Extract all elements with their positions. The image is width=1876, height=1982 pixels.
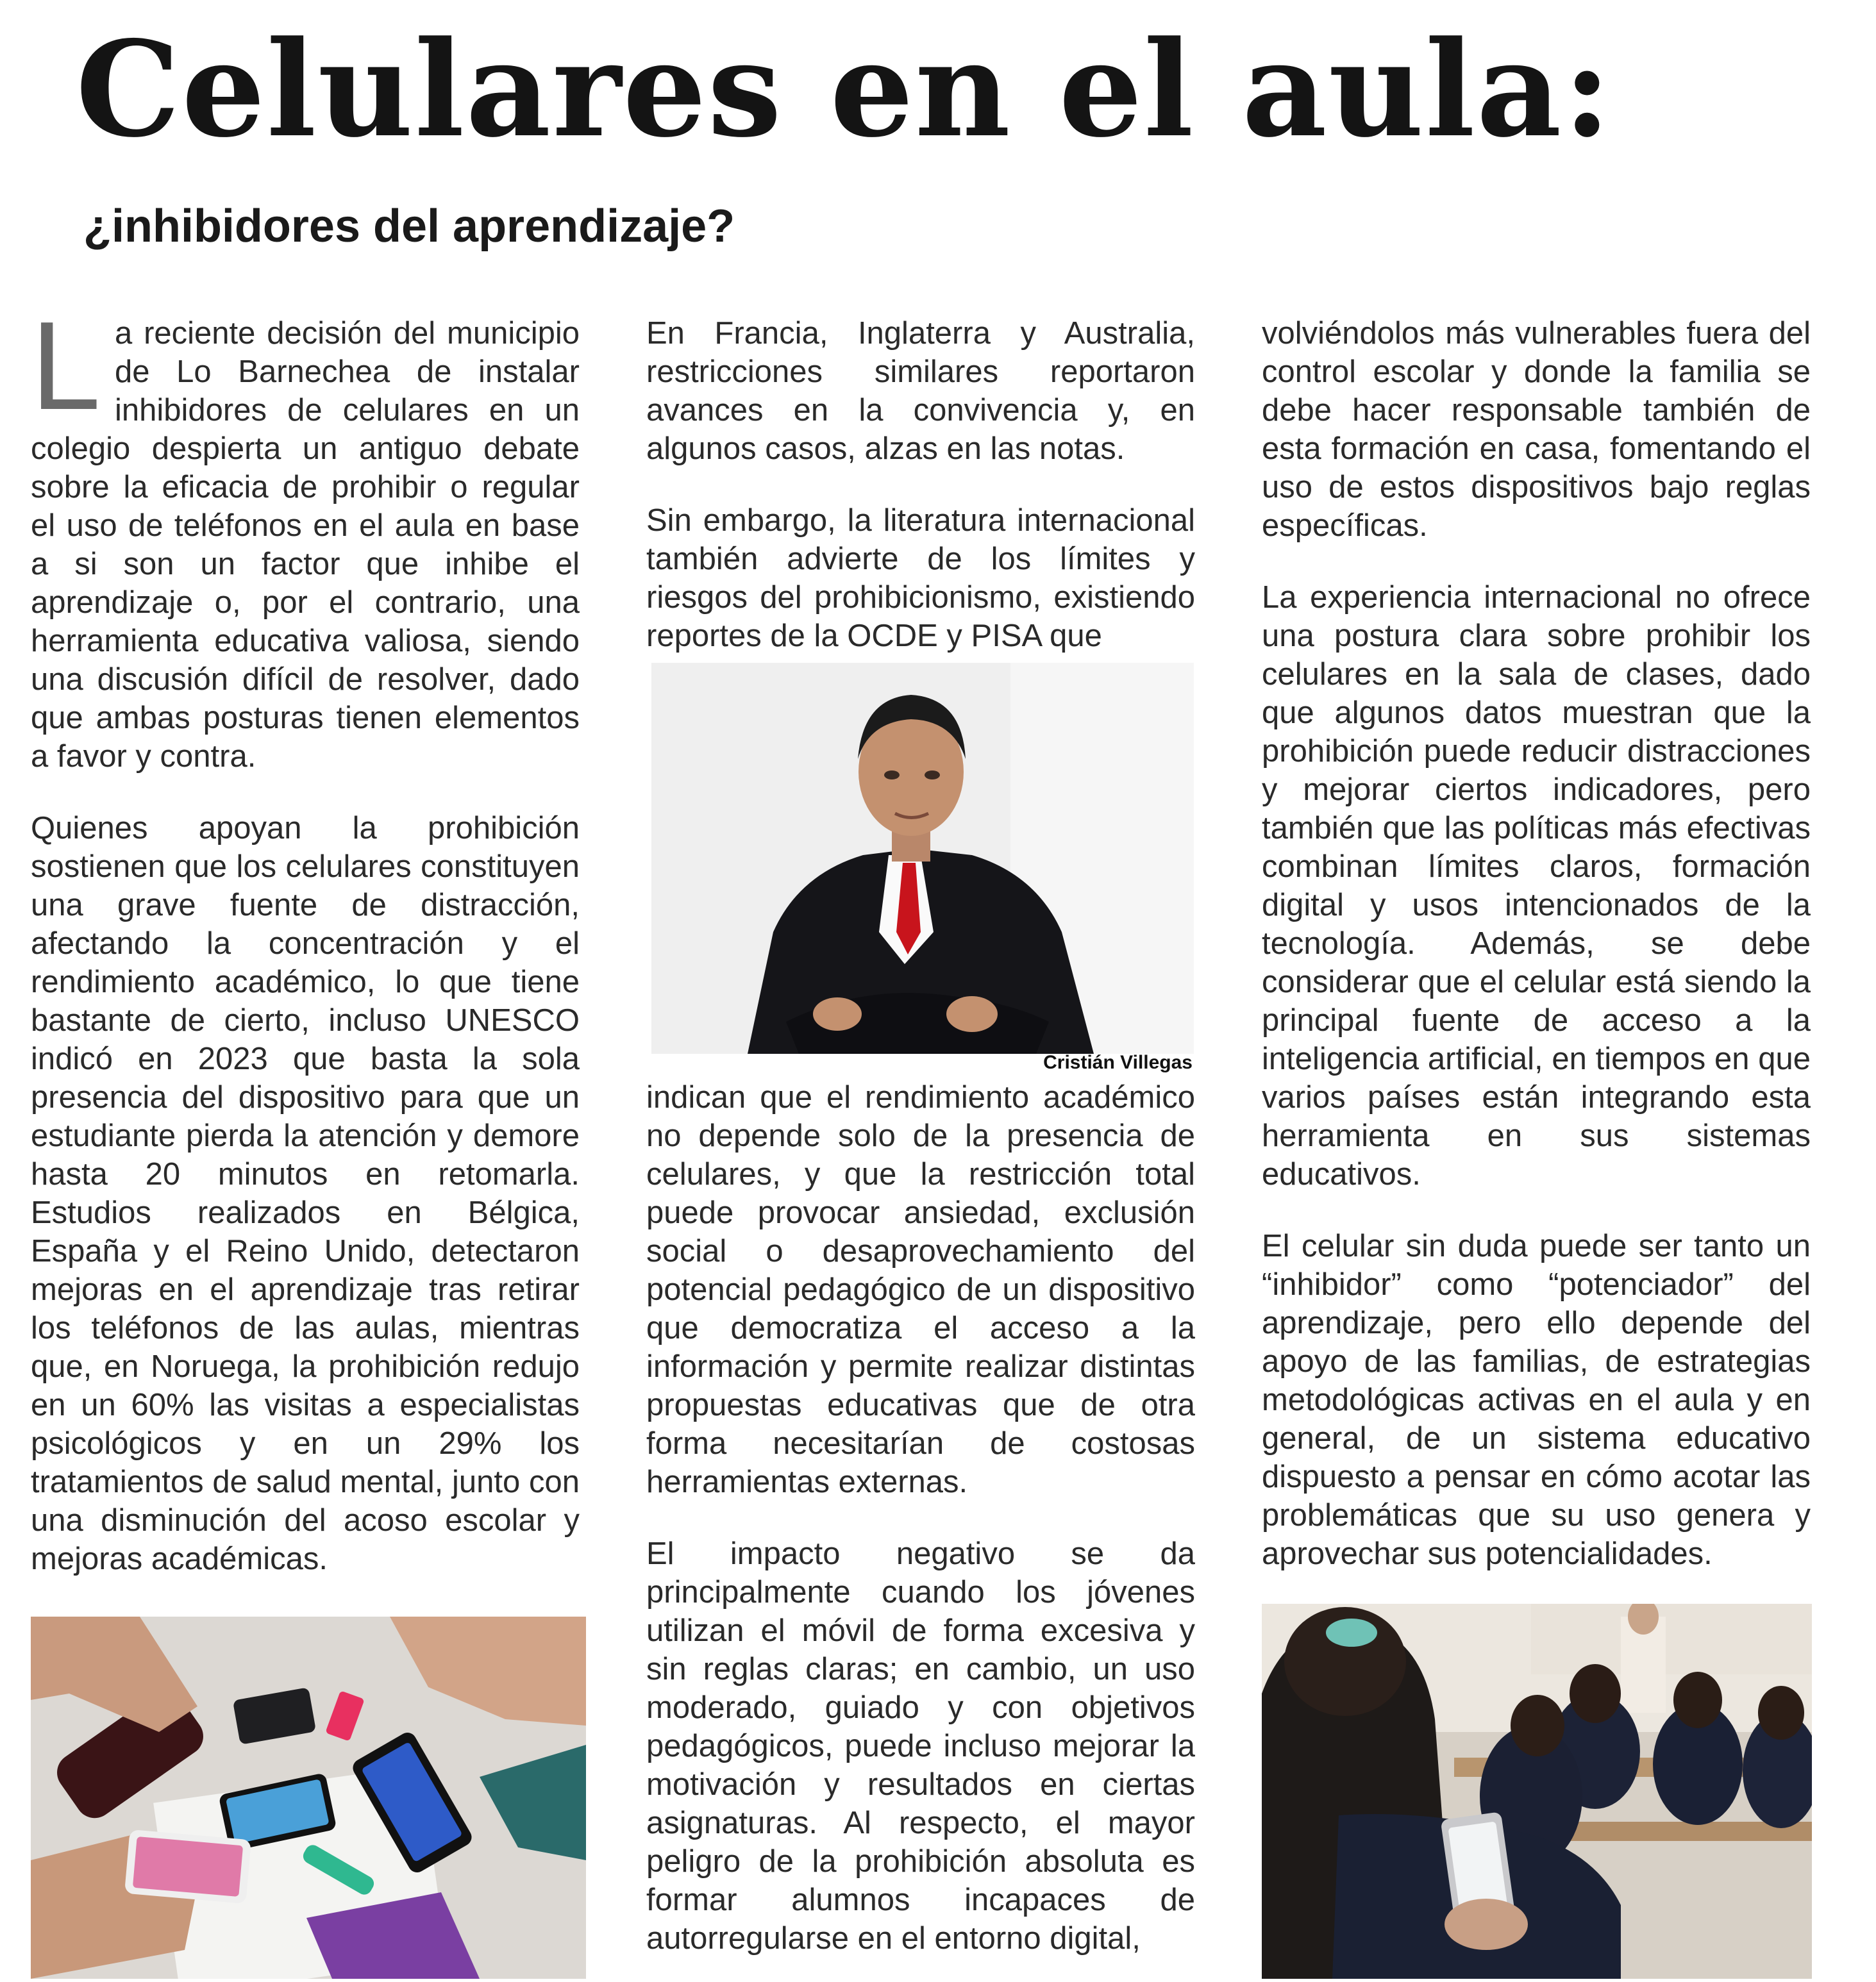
paragraph-vulnerable: volviéndolos más vulnerables fuera del control escolar y donde la familia se debe hacer responsable también de esta formación en casa, fomentando el uso de estos dispositivos bajo reglas específicas. — [1262, 316, 1811, 543]
paragraph-ocde-pisa: indican que el rendimiento académico no depende solo de la presencia de celulares, y que la restricción total puede provocar ansiedad, exclusión social o desaprovechamiento del potencial pedagógico de un dispositivo que democratiza el acceso a la información y permite realizar distintas propuestas educativas que de otra forma necesitarían de costosas herramientas externas. — [646, 1080, 1195, 1499]
portrait-photo — [651, 663, 1194, 1054]
classroom-photo — [1262, 1604, 1812, 1979]
paragraph-international-experience: La experiencia internacional no ofrece una postura clara sobre prohibir los celulares en la sala de clases, dado que algunos datos muestran que la prohibición puede reducir distracciones y mejorar ciertos indicadores, pero también que las políticas más efectivas combinan límites claros, formación digital y usos intencionados de la tecnología. Además, se debe considerar que el celular está siendo la principal fuente de acceso a la inteligencia artificial, en tiempos en que varios países están integrando esta herramienta en sus sistemas educativos. — [1262, 580, 1811, 1192]
classroom-illustration — [1262, 1604, 1812, 1979]
column-3 — [1262, 314, 1811, 1573]
paragraph-negative-impact: El impacto negativo se da principalmente cuando los jóvenes utilizan el móvil de forma excesiva y sin reglas claras; en cambio, un uso moderado, guiado y con objetivos pedagógicos, puede incluso mejorar la motivación y resultados en ciertas asignaturas. Al respecto, el mayor peligro de la prohibición absoluta es formar alumnos incapaces de autorregularse en el entorno digital, — [646, 1536, 1195, 1956]
hands-phones-illustration — [31, 1617, 586, 1979]
paragraph-conclusion: El celular sin duda puede ser tanto un “inhibidor” como “potenciador” del aprendizaje, pero ello depende del apoyo de las familias, de estrategias metodológicas activas en el aula y en general, de un sistema educativo dispuesto a pensar en cómo acotar las problemáticas que su uso genera y aprovechar sus potencialidades. — [1262, 1229, 1811, 1571]
column-2-top — [646, 314, 1195, 655]
column-2-bottom — [646, 1078, 1195, 1958]
paragraph-however: Sin embargo, la literatura internacional también advierte de los límites y riesgos del prohibicionismo, existiendo reportes de la OCDE y PISA que — [646, 503, 1195, 653]
paragraph-prohibition-support: Quienes apoyan la prohibición sostienen que los celulares constituyen una grave fuente de distracción, afectando la concentración y el rendimiento académico, lo que tiene bastante de cierto, incluso UNESCO indicó en 2023 que basta la sola presencia del dispositivo para que un estudiante pierda la atención y demore hasta 20 minutos en retomarla. Estudios realizados en Bélgica, España y el Reino Unido, detectaron mejoras en el aprendizaje tras retirar los teléfonos de las aulas, mientras que, en Noruega, la prohibición redujo en un 60% las visitas a especialistas psicológicos y en un 29% los tratamientos de salud mental, junto con una disminución del acoso escolar y mejoras académicas. — [31, 811, 580, 1576]
photo-caption: Cristián Villegas — [1043, 1052, 1193, 1073]
hands-with-phones-photo — [31, 1617, 586, 1979]
paragraph-intro-text: a reciente decisión del municipio de Lo Barnechea de instalar inhibidores de celulares en un colegio despierta un antiguo debate sobre la eficacia de prohibir o regular el uso de teléfonos en el aula en base a si son un factor que inhibe el aprendizaje o, por el contrario, una herramienta educativa valiosa, siendo una discusión difícil de resolver, dado que ambas posturas tienen elementos a favor y contra. — [31, 316, 580, 774]
drop-cap: L — [31, 296, 101, 436]
column-1 — [31, 296, 580, 1578]
paragraph-intro — [31, 296, 580, 776]
article-subtitle: ¿inhibidores del aprendizaje? — [83, 201, 735, 252]
paragraph-other-countries: En Francia, Inglaterra y Australia, restricciones similares reportaron avances en la convivencia y, en algunos casos, alzas en las notas. — [646, 316, 1195, 466]
article-title: Celulares en el aula: — [76, 13, 1613, 167]
portrait-illustration — [651, 663, 1194, 1054]
